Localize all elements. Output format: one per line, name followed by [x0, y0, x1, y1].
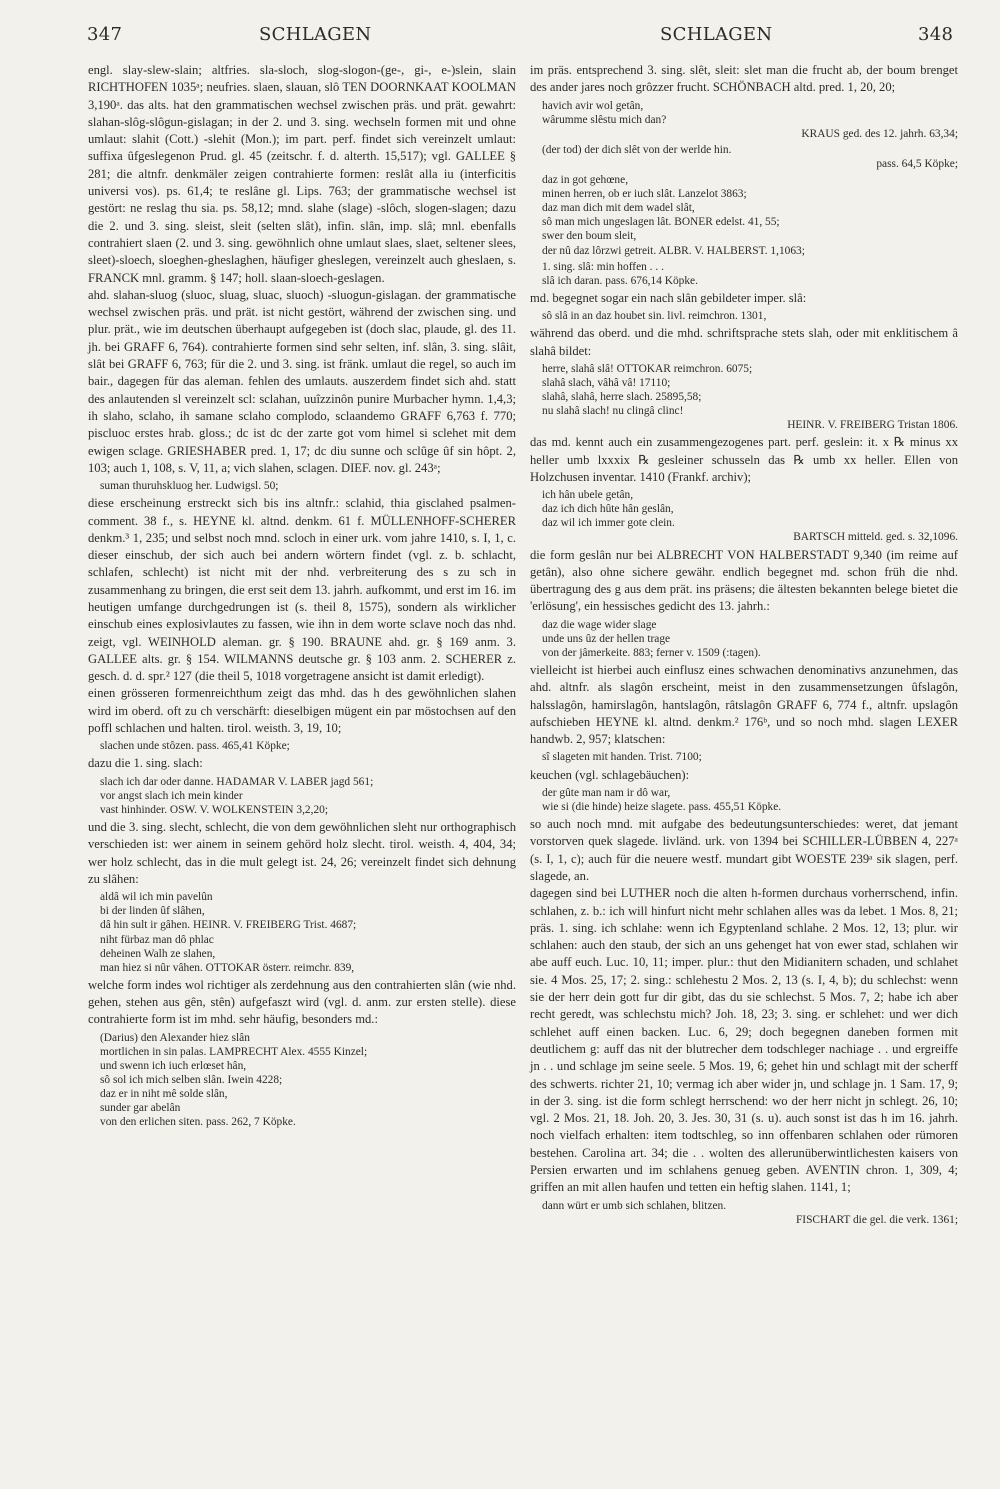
- paragraph: keuchen (vgl. schlagebäuchen):: [530, 767, 690, 782]
- citation: KRAUS ged. des 12. jahrh. 63,34;: [801, 127, 958, 140]
- paragraph: vielleicht ist hierbei auch einflusz eines schwachen denominativs anzunehmen, das ahd. altnfr. als slagôn erscheint, meist in den zusammensetzungen ûfslagôn, halsslagôn, hamirslagôn, hantslagôn, râtslagôn GRAFF 6, 774 f., altnfr. upslagôn aufschieben HEYNE kl. altnd. denkm.² 176ᵇ, und so noch mhd. slagen LEXER handwb. 2, 957; klatschen:: [530, 663, 958, 747]
- quote-line: daz man dich mit dem wadel slât,: [542, 202, 695, 215]
- quote-line: slahâ slach, vâhâ vâ! 17110;: [542, 376, 671, 389]
- quotation: [542, 750, 958, 764]
- quote-line: herre, slahâ slâ! OTTOKAR reimchron. 6075;: [542, 362, 753, 375]
- quote-line: deheinen Walh ze slahen,: [100, 947, 216, 960]
- paragraph: die form geslân nur bei ALBRECHT VON HALBERSTADT 9,340 (im reime auf getân), also ohne sichere gewähr. endlich begegnet md. schon früh die nhd. übertragung des g aus dem prät. ins präsens; die ältesten bekannten belege bietet die 'erlösung', ein hessisches gedicht des 13. jahrh.:: [530, 547, 958, 614]
- quote-line: dâ hin sult ir gâhen. HEINR. V. FREIBERG Trist. 4687;: [100, 919, 357, 932]
- paragraph: engl. slay-slew-slain; altfries. sla-sloch, slog-slogon-(ge-, gi-, e-)slein, slain RICHTHOFEN 1035ᵃ; neufries. slaen, slauan, slô TEN DOORNKAAT KOOLMAN 3,190ᵃ. das alts. hat den grammatischen wechsel zwischen präs. und prät. gewahrt: slahan-slôg-slôgun-gislagan; in der 2. und 3. sing. wechseln formen mit und ohne umlaut: slahit (Cott.) -slehit (Mon.); im part. perf. findet sich vereinzelt umlaut: suffixa ûfgeslegenon Prud. gl. 45 (zeitschr. f. d. alterth. 15,517); vgl. GALLEE § 281; die altnfr. denkmäler zeigen contrahierte formen: reslât alla iu (interficitis universi vos). ps. 61,4; te reslâne gl. Lips. 763; der grammatische wechsel ist gestört: ne reslag thu sia. ps. 58,12; mnd. slahe (slage) -slôch, slogen-slagen; dazu die 2. und 3. sing. sleist, sleit (selten slât), infin. slân, imp. slâ; mnl. ebenfalls contrahiert slaen (2. und 3. sing. gewöhnlich ohne umlaut slaes, slaet, seltener slees, sleet)-sloech, sloeghen-gheslaghen, häufiger gheslegen, vereinzelt auch gheslaen, s. FRANCK mnl. gramm. § 147; holl. slaan-sloech-geslagen.: [88, 63, 516, 285]
- quote-line: daz wil ich immer gote clein.: [542, 517, 675, 530]
- paragraph: dazu die 1. sing. slach:: [88, 756, 203, 771]
- quote-line: man hiez si nûr vâhen. OTTOKAR österr. reimchr. 839,: [100, 961, 355, 974]
- quote-line: und swenn ich iuch erlœset hân,: [100, 1059, 247, 1072]
- paragraph: ahd. slahan-sluog (sluoc, sluag, sluac, sluoch) -sluogun-gislagan. der grammatische wechsel zwischen präs. und prät. ist nicht gestört, während der zwischen sing. und plur. prät., wie im deutschen überhaupt aufgegeben ist (doch slac, plaude, gl. des 11. jh. bei GRAFF 6, 764). contrahierte formen sind sehr selten, inf. slân, 3. sing. slâit, slât bei GRAFF 6, 763; für die 2. und 3. sing. ist fränk. umlaut die regel, so auch im bair., dagegen für das aleman. fehlen des umlauts. auszerdem findet sich ahd. statt des anlautenden sl vereinzelt scl: sclahan, uuîzzinôn punire Murbacher hymn. 1,4,3; ih slaho, sclaho, ih samane sclaho complodo, sclaandemo GRAFF 6,763 f. 770; piscluoc erstes hrab. gloss.; dc ist dc der zarte got vom himel si sclehet mit dem ewigen sclage. GRIESHABER pred. 1, 17; dc diu sunne och sclûge ûf sin hôpt. 2, 103; auch 1, 108, s. V, 11, a; vich slahen, sclagen. DIEF. nov. gl. 243ᵃ;: [88, 287, 516, 475]
- right-column: [530, 62, 958, 1229]
- quote-line: sî slageten mit handen. Trist. 7100;: [542, 751, 702, 764]
- quote-line: minen herren, ob er iuch slât. Lanzelot 3863;: [542, 188, 747, 201]
- quote-line: nu slahâ slach! nu clingâ clinc!: [542, 405, 684, 418]
- left-page-number: 347: [87, 24, 123, 45]
- quotation: [542, 260, 958, 288]
- quotation: [542, 309, 958, 323]
- quote-line: bi der linden ûf slâhen,: [100, 905, 205, 918]
- quote-line: vast hinhinder. OSW. V. WOLKENSTEIN 3,2,20;: [100, 803, 329, 816]
- quote-line: havich avir wol getân,: [542, 99, 644, 112]
- paragraph: das md. kennt auch ein zusammengezogenes part. perf. geslein: it. x ℞ minus xx heller umb lxxxix ℞ gesleiner schusseln das ℞ umb xx heller. Ellen von Holzchusen inventar. 1410 (Frankf. archiv);: [530, 435, 958, 484]
- quote-line: der nû daz lôrzwi getreit. ALBR. V. HALBERST. 1,1063;: [542, 244, 805, 257]
- quote-line: niht fürbaz man dô phlac: [100, 933, 214, 946]
- paragraph: einen grösseren formenreichthum zeigt das mhd. das h des gewöhnlichen slahen wird im oberd. oft zu ch verschärft: dieselbigen mügent ein par möstochsen auf den poffl schlachen und halten. tirol. weisth. 3, 19, 10;: [88, 686, 516, 736]
- quote-line: sunder gar abelân: [100, 1102, 181, 1115]
- quote-line: sô sol ich mich selben slân. Iwein 4228;: [100, 1073, 283, 1086]
- quote-line: daz ich dich hûte hân geslân,: [542, 503, 674, 516]
- quote-line: slach ich dar oder danne. HADAMAR V. LABER jagd 561;: [100, 775, 374, 788]
- quote-line: sô man mich ungeslagen lât. BONER edelst. 41, 55;: [542, 216, 780, 229]
- paragraph: im präs. entsprechend 3. sing. slêt, sleit: slet man die frucht ab, der boum brenget des ander jares noch grôzzer frucht. SCHÖNBACH altd. pred. 1, 20, 20;: [530, 63, 958, 95]
- quotation: [542, 99, 958, 141]
- left-column: [88, 62, 516, 1131]
- quotation: [542, 786, 958, 814]
- quotation: [100, 1031, 516, 1130]
- quotation: [100, 739, 516, 753]
- quote-line: suman thuruhskluog her. Ludwigsl. 50;: [100, 480, 279, 493]
- quote-line: (der tod) der dich slêt von der werlde hin.: [542, 143, 732, 156]
- quotation: [542, 143, 958, 171]
- paragraph: md. begegnet sogar ein nach slân gebildeter imper. slâ:: [530, 290, 807, 305]
- quote-line: sô slâ in an daz houbet sin. livl. reimchron. 1301,: [542, 310, 767, 323]
- quote-line: ich hân ubele getân,: [542, 489, 634, 502]
- left-running-title: SCHLAGEN: [259, 24, 372, 45]
- right-page-number: 348: [918, 24, 954, 45]
- quote-line: slâ ich daran. pass. 676,14 Köpke.: [542, 274, 698, 287]
- quotation: [100, 479, 516, 493]
- citation: HEINR. V. FREIBERG Tristan 1806.: [787, 419, 958, 432]
- quote-line: wârumme slêstu mich dan?: [542, 113, 667, 126]
- citation: pass. 64,5 Köpke;: [876, 157, 958, 170]
- quotation: [542, 1199, 958, 1227]
- quote-line: der gûte man nam ir dô war,: [542, 786, 671, 799]
- quote-line: von der jâmerkeite. 883; ferner v. 1509 (:tagen).: [542, 646, 761, 659]
- quote-line: 1. sing. slâ: min hoffen . . .: [542, 260, 664, 273]
- paragraph: welche form indes wol richtiger als zerdehnung aus den contrahierten slân (wie nhd. gehen, stehen aus gên, stên) aufgefaszt wird (vgl. d. anm. zur ersten stelle). diese contrahierte form ist im mhd. sehr häufig, besonders md.:: [88, 977, 516, 1027]
- quote-line: unde uns ûz der hellen trage: [542, 632, 671, 645]
- quotation: [542, 362, 958, 432]
- quotation: [100, 890, 516, 975]
- quotation: [542, 173, 958, 258]
- paragraph: so auch noch mnd. mit aufgabe des bedeutungsunterschiedes: weret, dat jemant vorstorven quek slagede. livländ. urk. von 1394 bei SCHILLER-LÜBBEN 4, 227ᵃ (s. I, 1, c); auch für die neuere westf. mundart gibt WOESTE 239ᵃ sik slagen, perf. slagede, an.: [530, 817, 958, 883]
- quote-line: von den erlichen siten. pass. 262, 7 Köpke.: [100, 1116, 296, 1129]
- quote-line: swer den boum sleit,: [542, 230, 637, 243]
- quote-line: aldâ wil ich min pavelûn: [100, 891, 213, 904]
- citation: BARTSCH mitteld. ged. s. 32,1096.: [793, 531, 958, 544]
- paragraph: diese erscheinung erstreckt sich bis ins altnfr.: sclahid, thia gisclahed psalmen-comment. 38 f., s. HEYNE kl. altnd. denkm. 61 f. MÜLLENHOFF-SCHERER denkm.³ 1, 235; und selbst noch mnd. scloch in einer urk. vom jahre 1410, s. I, 1, c. dieser einschub, der sich auch bei andern wörtern findet (vgl. z. b. schlacht, schlafen, schlecht) ist nicht mit der nhd. verbreiterung des s zu sch in zusammenhang zu bringen, die erst seit dem 13. jahrh. aufkommt, und erst im 16. im heutigen umfange durchgedrungen ist (s. theil 8, 1575), sondern als wirklicher einschub eines explosivlautes zu fassen, wie ihn in dem worte sclave noch das nhd. zeigt, vgl. WEINHOLD aleman. gr. § 190. BRAUNE ahd. gr. § 169 anm. 3. GALLEE alts. gr. § 154. WILMANNS deutsche gr. § 103 anm. 2. SCHERER z. gesch. d. d. spr.² 127 (die theil 5, 1018 vorgetragene ansicht ist damit erledigt).: [88, 496, 516, 684]
- quote-line: slahâ, slahâ, herre slach. 25895,58;: [542, 390, 702, 403]
- quote-line: slachen unde stôzen. pass. 465,41 Köpke;: [100, 740, 290, 753]
- paragraph: und die 3. sing. slecht, schlecht, die von dem gewöhnlichen sleht nur orthographisch verschieden ist: wer ainem in seinem gehörd holz slecht. tirol. weisth. 4, 404, 34; wer holz schlecht, das in die mult gelegt ist. 24, 26; vereinzelt findet sich dehnung zu slâhen:: [88, 820, 516, 886]
- quote-line: daz in got gehœne,: [542, 174, 629, 187]
- quotation: [542, 618, 958, 660]
- quote-line: daz die wage wider slage: [542, 618, 657, 631]
- quote-line: wie si (die hinde) heize slagete. pass. 455,51 Köpke.: [542, 800, 782, 813]
- quote-line: mortlichen in sin palas. LAMPRECHT Alex. 4555 Kinzel;: [100, 1045, 368, 1058]
- paragraph: dagegen sind bei LUTHER noch die alten h-formen durchaus vorherrschend, infin. schlahen, z. b.: ich will hinfurt nicht mehr schlahen alles was da lebet. 1 Mos. 8, 21; präs. 1. sing. ich schlahe: wenn ich Egyptenland schlahe. 2 Mos. 12, 13; plur. wir schlahen: auch den staub, der sich an uns gehenget hat von ewer stad, schlahen wir abe auff euch. Luc. 10, 11; imper. plur.: thut den Midianitern schaden, und schlahet sie. 4 Mos. 25, 17; 2. sing.: schlehestu 2 Mos. 2, 13 (s. I, 4, b); du schlechst: wenn sie der herr dein gott fur dir gibt, das du sie schlechst. 5 Mos. 7, 2; habe ich aber recht geredt, was schlechstu mich? Joh. 18, 23; 3. sing. er schlehet: und wer dich schlehet auff einen backen. Luc. 6, 29; doch begegnen daneben formen mit deutlichem g: auff das nit der blutrecher dem todschleger nachiage . . und ergreiffe jn . . und schlage jm seine seele. 5 Mos. 19, 6; gehet hin und schlagt mit der scherff des schwerts. richter 21, 10; vermag ich aber wider jn, und schlage jn. 1 Sam. 17, 9; in der 3. sing. ist die form schlegt herrschend: wo der herr nicht jn schlegt. 26, 10; vgl. 2 Mos. 21, 18. Joh. 20, 3. Jes. 30, 31 (s. u). auch sonst ist das h im 16. jahrh. noch vielfach erhalten: item todtschleg, so inn offenbaren schlahen oder rümoren bestehen. Carolina art. 34; die . . wolten des allerunüberwintlichesten kaisers von Persien erwarten und im schlahens genueg geben. AVENTIN chron. 1, 309, 4; griffen an mit allen haufen und tetten ein heftig slahen. 1141, 1;: [530, 886, 958, 1195]
- quote-line: daz er in niht mê solde slân,: [100, 1088, 228, 1101]
- right-running-title: SCHLAGEN: [660, 24, 773, 45]
- quote-line: dann würt er umb sich schlahen, blitzen.: [542, 1199, 727, 1212]
- citation: FISCHART die gel. die verk. 1361;: [795, 1213, 958, 1226]
- quotation: [542, 488, 958, 544]
- quotation: [100, 775, 516, 817]
- paragraph: während das oberd. und die mhd. schriftsprache stets slah, oder mit enklitischem â slahâ bildet:: [530, 326, 958, 358]
- quote-line: vor angst slach ich mein kinder: [100, 789, 243, 802]
- quote-line: (Darius) den Alexander hiez slân: [100, 1031, 250, 1044]
